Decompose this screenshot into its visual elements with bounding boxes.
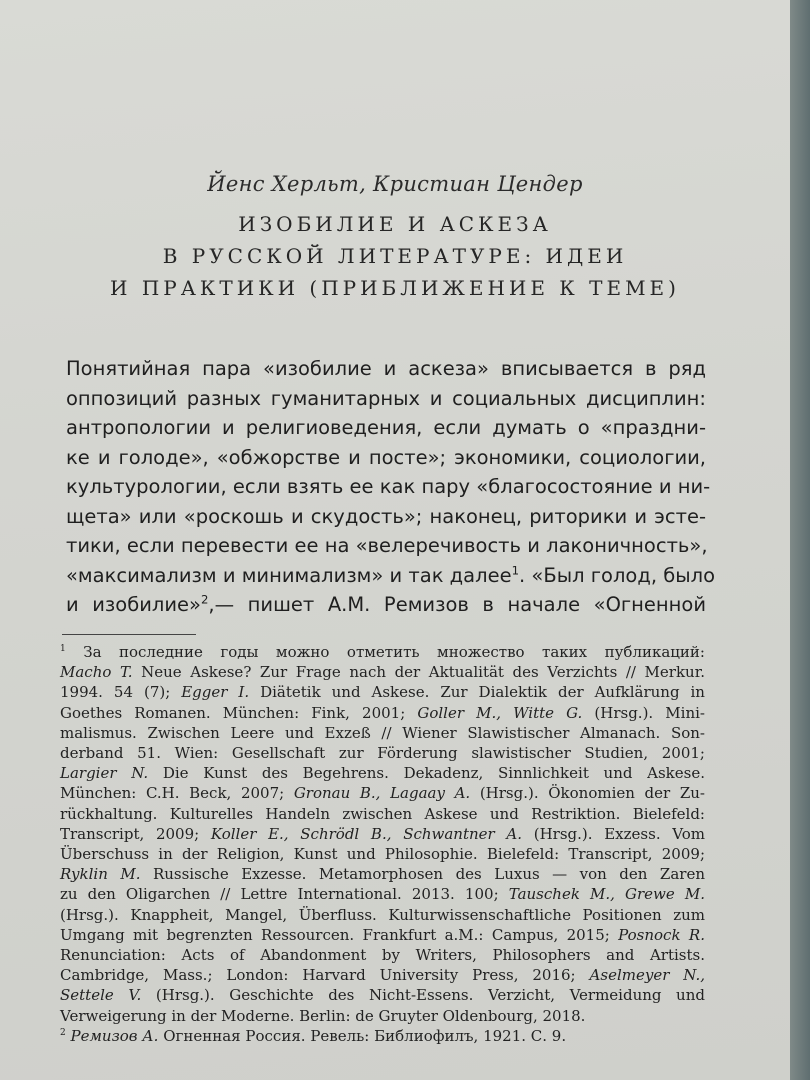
- body-line: тики, если перевести ее на «велеречивость и лаконичность»,: [66, 534, 708, 557]
- footnote-author: Tauschek M., Grewe M.: [508, 885, 705, 904]
- footnote-line: [60, 642, 705, 662]
- footnote-line: Verweigerung in der Moderne. Berlin: de Gruyter Oldenbourg, 2018.: [60, 1006, 586, 1025]
- body-line: антропологии и религиоведения, если думать о «праздни-: [66, 416, 706, 439]
- footnote-author: Egger I.: [181, 683, 250, 702]
- footnote-text: zu den Oligarchen // Lettre International. 2013. 100;: [60, 885, 499, 904]
- footnote-author: Gronau B., Lagaay A.: [293, 784, 471, 803]
- chapter-title-line-1: ИЗОБИЛИЕ И АСКЕЗА: [238, 212, 552, 236]
- footnote-divider: [62, 634, 196, 635]
- footnote-ref-1: 1: [511, 563, 520, 577]
- footnote-line: [60, 925, 705, 945]
- footnote-text: Umgang mit begrenzten Ressourcen. Frankfurt a.M.: Campus, 2015;: [60, 925, 610, 944]
- footnote-author: Koller E., Schrödl B., Schwantner A.: [210, 824, 523, 843]
- footnote-text: Transcript, 2009;: [60, 824, 200, 843]
- body-text-fragment: ,— пишет А.М. Ремизов в начале «Огненной: [208, 593, 707, 616]
- body-line: Понятийная пара «изобилие и аскеза» вписывается в ряд: [66, 357, 706, 380]
- body-line: ке и голоде», «обжорстве и посте»; экономики, социологии,: [66, 445, 706, 469]
- footnote-author: Largier N.: [60, 764, 149, 783]
- footnote-text: Neue Askese? Zur Frage nach der Aktualität des Verzichts // Merkur.: [141, 663, 705, 682]
- chapter-title-line-2: В РУССКОЙ ЛИТЕРАТУРЕ: ИДЕИ: [162, 244, 628, 268]
- footnote-mark-2: 2: [60, 1027, 66, 1038]
- footnote-line: Renunciation: Acts of Abandonment by Writers, Philosophers and Artists.: [60, 946, 705, 965]
- footnote-mark-1: 1: [60, 644, 66, 654]
- footnote-line: [60, 864, 705, 884]
- footnote-line: [60, 783, 705, 803]
- footnote-line: [60, 682, 705, 702]
- footnote-line: [60, 824, 705, 844]
- footnote-line: [60, 985, 705, 1005]
- footnote-line: [60, 662, 705, 682]
- footnote-text: (Hrsg.). Mini-: [594, 703, 705, 722]
- footnote-line: [60, 1026, 705, 1046]
- footnote-author: Ryklin M.: [60, 865, 141, 884]
- footnote-author: Aselmeyer N.,: [589, 966, 705, 985]
- footnote-line: Überschuss in der Religion, Kunst und Philosophie. Bielefeld: Transcript, 2009;: [60, 845, 705, 864]
- footnote-author: Ремизов А.: [70, 1026, 159, 1045]
- footnote-author: Macho T.: [60, 663, 133, 682]
- body-line: [66, 561, 716, 591]
- footnote-author: Goller M., Witte G.: [417, 703, 583, 722]
- body-text-fragment: «максимализм и минимализм» и так далее: [66, 563, 512, 587]
- body-paragraph: [66, 354, 716, 620]
- footnote-line: rückhaltung. Kulturelles Handeln zwischen Askese und Restriktion. Bielefeld:: [60, 804, 705, 823]
- footnote-text: Die Kunst des Begehrens. Dekadenz, Sinnlichkeit und Askese.: [162, 764, 705, 783]
- footnote-line: [60, 703, 705, 723]
- footnote-text: За последние годы можно отметить множество таких публикаций:: [83, 643, 705, 661]
- footnote-line: [60, 763, 705, 783]
- footnotes: [60, 642, 705, 1046]
- footnote-line: [60, 965, 705, 985]
- footnote-ref-2: 2: [200, 592, 209, 607]
- body-line: оппозиций разных гуманитарных и социальных дисциплин:: [66, 386, 706, 410]
- footnote-author: Posnock R.: [618, 925, 705, 944]
- footnote-text: (Hrsg.). Ökonomien der Zu-: [479, 784, 705, 803]
- body-line: [66, 590, 706, 620]
- footnote-text: München: C.H. Beck, 2007;: [60, 784, 285, 803]
- page-edge-background: [790, 0, 810, 1080]
- footnote-text: 1994. 54 (7);: [60, 683, 171, 702]
- chapter-title-line-3: И ПРАКТИКИ (ПРИБЛИЖЕНИЕ К ТЕМЕ): [110, 276, 680, 300]
- footnote-line: malismus. Zwischen Leere und Exzeß // Wiener Slawistischer Almanach. Son-: [60, 723, 705, 742]
- body-text-fragment: . «Был голод, было: [519, 563, 716, 587]
- body-line: щета» или «роскошь и скудость»; наконец, риторики и эсте-: [66, 504, 706, 528]
- footnote-text: (Hrsg.). Exzess. Vom: [533, 824, 705, 843]
- footnote-text: Огненная Россия. Ревель: Библиофилъ, 1921. С. 9.: [163, 1026, 567, 1045]
- footnote-text: Cambridge, Mass.; London: Harvard University Press, 2016;: [60, 966, 576, 985]
- footnote-text: Goethes Romanen. München: Fink, 2001;: [60, 703, 406, 722]
- footnote-line: [60, 884, 705, 904]
- footnote-text: (Hrsg.). Geschichte des Nicht-Essens. Verzicht, Vermeidung und: [155, 986, 705, 1005]
- footnote-line: (Hrsg.). Knappheit, Mangel, Überfluss. Kulturwissenschaftliche Positionen zum: [60, 905, 705, 924]
- footnote-line: derband 51. Wien: Gesellschaft zur Förderung slawistischer Studien, 2001;: [60, 744, 705, 763]
- footnote-text: Russische Exzesse. Metamorphosen des Luxus — von den Zaren: [152, 865, 705, 884]
- body-line: культурологии, если взять ее как пару «благосостояние и ни-: [66, 475, 711, 498]
- footnote-text: Diätetik und Askese. Zur Dialektik der Aufklärung in: [260, 683, 705, 702]
- chapter-authors: Йенс Херльт, Кристиан Цендер: [207, 172, 583, 196]
- footnote-author: Settele V.: [60, 986, 142, 1005]
- body-text-fragment: и изобилие»: [66, 593, 201, 616]
